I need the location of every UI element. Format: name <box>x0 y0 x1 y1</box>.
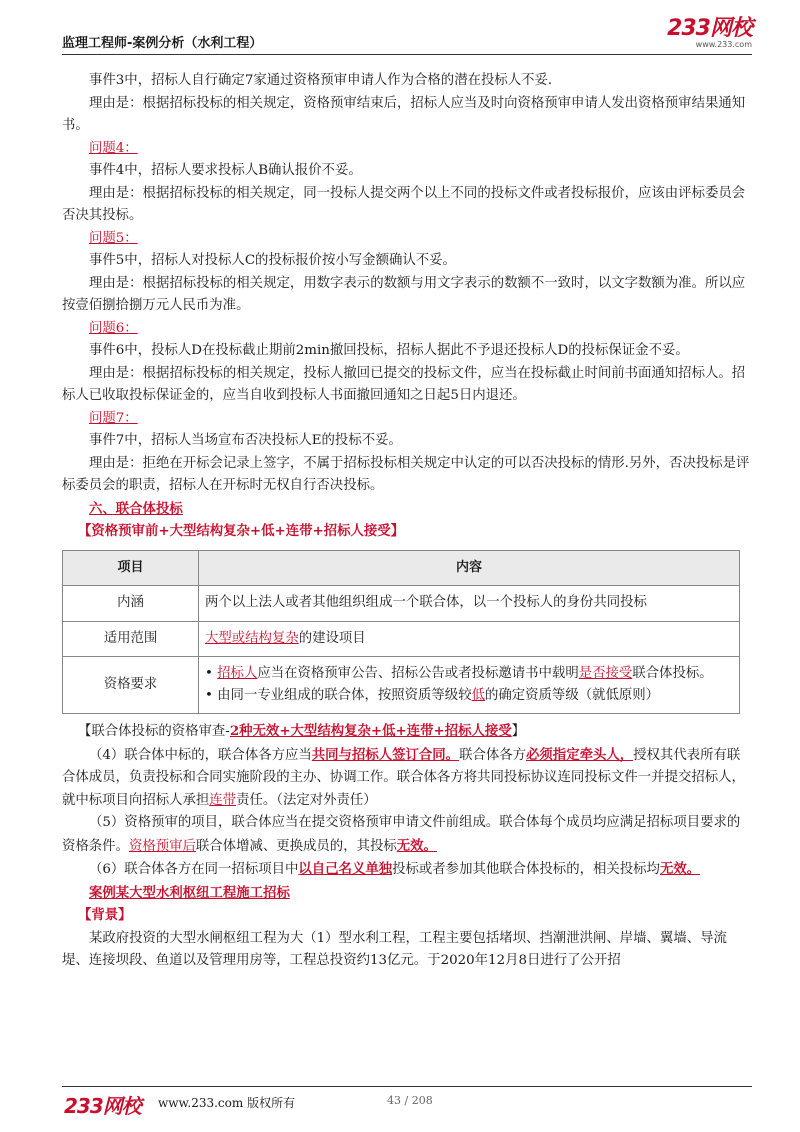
question-heading: 问题5： <box>89 230 138 246</box>
case-title: 案例某大型水利枢纽工程施工招标 <box>89 884 290 901</box>
background-label: 【背景】 <box>78 907 132 923</box>
text: （4）联合体中标的，联合体各方应当 <box>89 747 312 763</box>
footer-logo: 233网校 <box>64 1094 141 1118</box>
highlight-text: 连带 <box>209 792 237 808</box>
text: 联合体增减、更换成员的，其投标 <box>195 838 397 854</box>
paragraph: 理由是：拒绝在开标会记录上签字，不属于招标投标相关规定中认定的可以否决投标的情形.另外，否决投标是评标委员会的职责，招标人在开标时无权自行否决投标。 <box>62 455 750 493</box>
cell-text: 应当在资格预审公告、招标公告或者投标邀请书中载明 <box>257 666 579 681</box>
paragraph <box>62 812 752 858</box>
paragraph: 事件7中，招标人当场宣布否决投标人E的投标不妥。 <box>89 433 402 448</box>
brand-logo <box>667 18 752 49</box>
paragraph: 理由是：根据招标投标的相关规定，用数字表示的数额与用文字表示的数额不一致时，以文字数额为准。所以应按壹佰捌拾捌万元人民币为准。 <box>62 275 746 313</box>
consortium-table <box>62 550 740 715</box>
table-row <box>63 586 740 622</box>
table-row <box>63 657 740 714</box>
review-heading <box>62 720 752 744</box>
highlight-text: 无效。 <box>396 837 437 854</box>
highlight-text: 资格预审后 <box>128 838 196 854</box>
highlight-text: 大型或结构复杂 <box>205 630 299 646</box>
footer-copyright: www.233.com 版权所有 <box>158 1096 296 1110</box>
logo-text: 233网校 <box>667 16 752 41</box>
highlight-text: 共同与招标人签订合同。 <box>311 746 460 763</box>
question-heading: 问题7： <box>89 410 138 426</box>
table-cell: 两个以上法人或者其他组织组成一个联合体，以一个投标人的身份共同投标 <box>199 586 740 622</box>
page-number: 43 / 208 <box>387 1094 433 1107</box>
paragraph: 某政府投资的大型水闸枢纽工程为大（1）型水利工程，工程主要包括堵坝、挡潮泄洪闸、岸墙、翼墙、导流堤、连接坝段、鱼道以及管理用房等，工程总投资约13亿元。于2020年12月8日进行了公开招 <box>62 930 727 968</box>
bullet-item <box>205 663 733 685</box>
text: （5）资格预审的项目，联合体应当在提交资格预审申请文件前组成。联合体每个成员均应满足招标项目要求的资格条件。 <box>62 815 741 854</box>
paragraph: 事件5中，招标人对投标人C的投标报价按小写金额确认不妥。 <box>89 253 456 268</box>
section-heading: 六、联合体投标 <box>89 500 183 517</box>
paragraph: 理由是：根据招标投标的相关规定，同一投标人提交两个以上不同的投标文件或者投标报价，应该由评标委员会否决其投标。 <box>62 185 746 223</box>
paragraph: 事件3中，招标人自行确定7家通过资格预审申请人作为合格的潜在投标人不妥. <box>89 73 553 88</box>
question-heading: 问题4： <box>89 140 138 156</box>
table-header-row <box>63 550 740 586</box>
table-cell: 内涵 <box>63 586 199 622</box>
review-text: 】 <box>511 724 526 739</box>
table-header-cell: 内容 <box>199 550 740 586</box>
document-body <box>62 70 752 973</box>
bullet-mark: • <box>205 666 213 681</box>
bullet-mark: • <box>205 688 213 703</box>
table-cell <box>199 621 740 657</box>
logo-url: www.233.com <box>695 40 752 49</box>
text: （6）联合体各方在同一招标项目中 <box>89 862 299 877</box>
paragraph: 理由是：根据招标投标的相关规定，投标人撤回已提交的投标文件，应当在投标截止时间前书面通知招标人。招标人已收取投标保证金的，应当自收到投标人书面撤回通知之日起5日内退还。 <box>62 365 746 403</box>
page-header <box>62 18 752 55</box>
table-cell: 资格要求 <box>63 657 199 714</box>
highlight-text: 无效。 <box>659 861 701 877</box>
key-points <box>62 520 752 544</box>
table-row <box>63 621 740 657</box>
paragraph: 事件4中，招标人要求投标人B确认报价不妥。 <box>89 163 362 178</box>
cell-text: 的确定资质等级（就低原则） <box>484 688 660 703</box>
key-points-text: 【资格预审前+大型结构复杂+低+连带+招标人接受】 <box>78 523 405 539</box>
bullet-item <box>205 685 733 707</box>
text: 授权其代表所有联合体成员，负责投标和合同实施阶段的主办、协调工作。联合体各方将共同投标协议连同投标文件一并提交招标人，就中标项目向招标人承担 <box>62 747 745 808</box>
text: 责任。（法定对外责任） <box>236 792 377 808</box>
cell-text: 由同一专业组成的联合体，按照资质等级较 <box>217 688 472 703</box>
review-text: 【联合体投标的资格审查- <box>78 724 230 739</box>
paragraph: 理由是：根据招标投标的相关规定，资格预审结束后，招标人应当及时向资格预审申请人发出资格预审结果通知书。 <box>62 95 746 133</box>
page-footer <box>62 1086 752 1118</box>
highlight-text: 是否接受 <box>578 666 633 681</box>
highlight-text: 必须指定牵头人， <box>526 746 634 763</box>
cell-text: 的建设项目 <box>298 630 366 646</box>
text: 联合体各方 <box>459 747 527 763</box>
cell-text: 联合体投标。 <box>632 666 713 681</box>
table-header-cell: 项目 <box>63 550 199 586</box>
table-cell <box>199 657 740 714</box>
highlight-text: 招标人 <box>217 666 258 681</box>
paragraph: 事件6中，投标人D在投标截止期前2min撤回投标，招标人据此不予退还投标人D的投标保证金不妥。 <box>89 343 689 358</box>
text: 投标或者参加其他联合体投标的，相关投标均 <box>392 862 660 877</box>
header-title: 监理工程师-案例分析（水利工程） <box>62 36 263 51</box>
highlight-text: 低 <box>471 688 485 703</box>
table-cell: 适用范围 <box>63 621 199 657</box>
highlight-text: 以自己名义单独 <box>298 861 393 877</box>
paragraph <box>62 744 752 813</box>
paragraph <box>62 858 752 882</box>
background-heading <box>62 904 752 928</box>
question-heading: 问题6： <box>89 320 138 336</box>
highlight-text: 2种无效+大型结构复杂+低+连带+招标人接受 <box>229 723 512 739</box>
